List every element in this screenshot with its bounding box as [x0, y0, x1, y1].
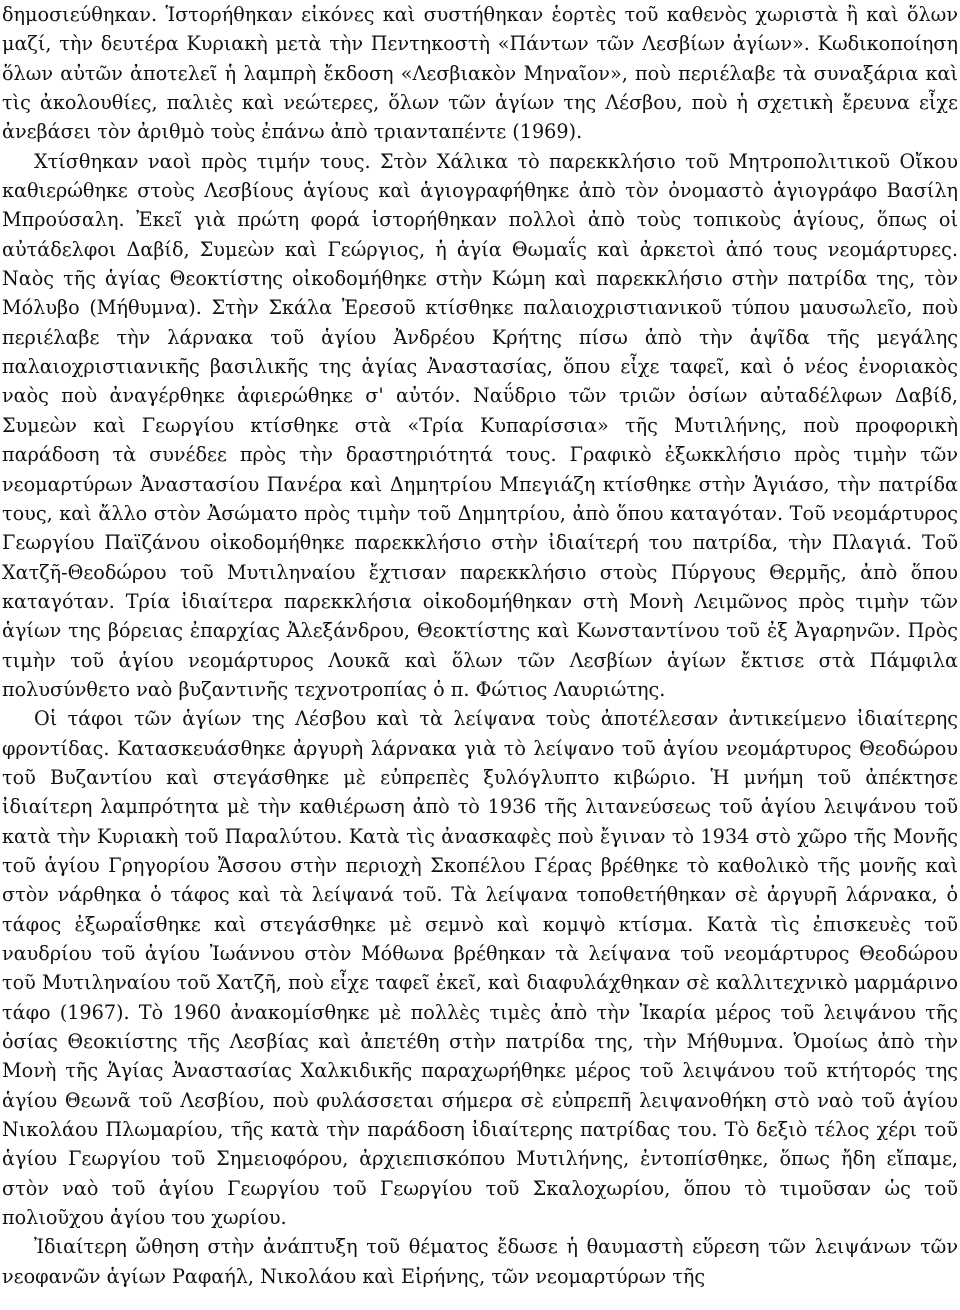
paragraph-discovery: Ἰδιαίτερη ὤθηση στὴν ἀνάπτυξη τοῦ θέματος ἔδωσε ἡ θαυμαστὴ εὕρεση τῶν λειψάνων τῶν νεοφανῶν ἁγίων Ραφαήλ, Νικολάου καὶ Εἰρήνης, τῶν νεομαρτύρων τῆς	[2, 1235, 958, 1288]
document-body	[2, 0, 958, 1291]
paragraph-relics: Οἱ τάφοι τῶν ἁγίων της Λέσβου καὶ τὰ λείψανα τοὺς ἀποτέλεσαν ἀντικείμενο ἰδιαίτερης φροντίδας. Κατασκευάσθηκε ἀργυρὴ λάρνακα γιὰ τὸ λείψανο τοῦ ἁγίου νεομάρτυρος Θεοδώρου τοῦ Βυζαντίου καὶ στεγάσθηκε μὲ εὐπρεπὲς ξυλόγλυπτο κιβώριο. Ἡ μνήμη τοῦ ἀπέκτησε ἰδιαίτερη λαμπρότητα μὲ τὴν καθιέρωση ἀπὸ τὸ 1936 τῆς λιτανεύσεως τοῦ ἁγίου λειψάνου τοῦ κατὰ τὴν Κυριακὴ τοῦ Παραλύτου. Κατὰ τὶς ἀνασκαφὲς ποὺ ἔγιναν τὸ 1934 στὸ χῶρο τῆς Μονῆς τοῦ ἁγίου Γρηγορίου Ἄσσου στὴν περιοχὴ Σκοπέλου Γέρας βρέθηκε τὸ καθολικὸ τῆς μονῆς καὶ στὸν νάρθηκα ὁ τάφος καὶ τὰ λείψανά τοῦ. Τὰ λείψανα τοποθετήθηκαν σὲ ἀργυρῆ λάρνακα, ὁ τάφος ἐξωραΐσθηκε καὶ στεγάσθηκε μὲ σεμνὸ καὶ κομψὸ κτίσμα. Κατὰ τὶς ἐπισκευὲς τοῦ ναυδρίου τοῦ ἁγίου Ἰωάννου στὸν Μόθωνα βρέθηκαν τὰ λείψανα τοῦ νεομάρτυρος Θεοδώρου τοῦ Μυτιληναίου τοῦ Χατζῆ, ποὺ εἶχε ταφεῖ ἐκεῖ, καὶ διαφυλάχθηκαν σὲ καλλιτεχνικὸ μαρμάρινο τάφο (1967). Τὸ 1960 ἀνακομίσθηκε μὲ πολλὲς τιμὲς ἀπὸ τὴν Ἰκαρία μέρος τοῦ λειψάνου τῆς ὁσίας Θεοκιίστης τῆς Λεσβίας καὶ ἀπετέθη στὴν πατρίδα της, τὴν Μήθυμνα. Ὁμοίως ἀπὸ τὴν Μονὴ τῆς Ἁγίας Ἀναστασίας Χαλκιδικῆς παραχωρήθηκε μέρος τοῦ λειψάνου τοῦ κτήτορός της ἁγίου Θεωνᾶ τοῦ Λεσβίου, ποὺ φυλάσσεται σήμερα σὲ εὐπρεπῆ λειψανοθήκη στὸ ναὸ τοῦ ἁγίου Νικολάου Πλωμαρίου, τῆς κατὰ τὴν παράδοση ἰδιαίτερης πατρίδας του. Τὸ δεξιὸ τέλος χέρι τοῦ ἁγίου Γεωργίου τοῦ Σημειοφόρου, ἀρχιεπισκόπου Μυτιλήνης, ἐντοπίσθηκε, ὅπως ἤδη εἴπαμε, στὸν ναὸ τοῦ ἁγίου Γεωργίου τοῦ Γεωργίου τοῦ Σκαλοχωρίου, ὅπου τὸ τιμοῦσαν ὡς τοῦ πολιοῦχου ἁγίου του χωρίου.	[2, 707, 958, 1230]
paragraph-churches: Χτίσθηκαν ναοὶ πρὸς τιμήν τους. Στὸν Χάλικα τὸ παρεκκλήσιο τοῦ Μητροπολιτικοῦ Οἴκου καθιερώθηκε στοὺς Λεσβίους ἁγίους καὶ ἁγιογραφήθηκε ἀπὸ τὸν ὀνομαστὸ ἁγιογράφο Βασίλη Μπρούσαλη. Ἐκεῖ γιὰ πρώτη φορά ἱστορήθηκαν πολλοὶ ἀπὸ τοὺς τοπικοὺς ἁγίους, ὅπως οἱ αὐτάδελφοι Δαβίδ, Συμεὼν καὶ Γεώργιος, ἡ ἁγία Θωμαΐς καὶ ἀρκετοὶ ἀπό τους νεομάρτυρες. Ναὸς τῆς ἁγίας Θεοκτίστης οἰκοδομήθηκε στὴν Κώμη καὶ παρεκκλήσιο στὴν πατρίδα της, τὸν Μόλυβο (Μήθυμνα). Στὴν Σκάλα Ἐρεσοῦ κτίσθηκε παλαιοχριστιανικοῦ τύπου μαυσωλεῖο, ποὺ περιέλαβε τὴν λάρνακα τοῦ ἁγίου Ἀνδρέου Κρήτης πίσω ἀπὸ τὴν ἁψῖδα τῆς μεγάλης παλαιοχριστιανικῆς βασιλικῆς της ἁγίας Ἀναστασίας, ὅπου εἶχε ταφεῖ, καὶ ὁ νέος ἐνοριακὸς ναὸς ποὺ ἀναγέρθηκε ἀφιερώθηκε σ' αὐτόν. Ναΰδριο τῶν τριῶν ὁσίων αὐταδέλφων Δαβίδ, Συμεὼν καὶ Γεωργίου κτίσθηκε στὰ «Τρία Κυπαρίσσια» τῆς Μυτιλήνης, ποὺ προφορικὴ παράδοση τὰ συνέδεε πρὸς τὴν δραστηριότητά τους. Γραφικὸ ἐξωκκλήσιο πρὸς τιμὴν τῶν νεομαρτύρων Ἀναστασίου Πανέρα καὶ Δημητρίου Μπεγιάζη κτίσθηκε στὴν Ἁγιάσο, τὴν πατρίδα τους, καὶ ἄλλο στὸν Ἀσώματο πρὸς τιμὴν τοῦ Δημητρίου, ἀπὸ ὅπου καταγόταν. Τοῦ νεομάρτυρος Γεωργίου Παϊζάνου οἰκοδομήθηκε παρεκκλήσιο στὴν ἰδιαίτερή του πατρίδα, τὴν Πλαγιά. Τοῦ Χατζῆ-Θεοδώρου τοῦ Μυτιληναίου ἔχτισαν παρεκκλήσιο στοὺς Πύργους Θερμῆς, ἀπὸ ὅπου καταγόταν. Τρία ἰδιαίτερα παρεκκλήσια οἰκοδομήθηκαν στὴ Μονὴ Λειμῶνος πρὸς τιμὴν τῶν ἁγίων της βόρειας ἐπαρχίας Ἀλεξάνδρου, Θεοκτίστης καὶ Κωνσταντίνου τοῦ ἐξ Ἀγαρηνῶν. Πρὸς τιμὴν τοῦ ἁγίου νεομάρτυρος Λουκᾶ καὶ ὅλων τῶν Λεσβίων ἁγίων ἔκτισε στὰ Πάμφιλα πολυσύνθετο ναὸ βυζαντινῆς τεχνοτροπίας ὁ π. Φώτιος Λαυριώτης.	[2, 149, 958, 701]
paragraph-continuation: δημοσιεύθηκαν. Ἱστορήθηκαν εἰκόνες καὶ συστήθηκαν ἑορτὲς τοῦ καθενὸς χωριστὰ ἢ καὶ ὅλων μαζί, τὴν δευτέρα Κυριακὴ μετὰ τὴν Πεντηκοστὴ «Πάντων τῶν Λεσβίων ἁγίων». Κωδικοποίηση ὅλων αὐτῶν ἀποτελεῖ ἡ λαμπρὴ ἔκδοση «Λεσβιακὸν Μηναῖον», ποὺ περιέλαβε τὰ συναξάρια καὶ τὶς ἀκολουθίες, παλιὲς καὶ νεώτερες, ὅλων τῶν ἁγίων της Λέσβου, ποὺ ἡ σχετικὴ ἔρευνα εἶχε ἀνεβάσει τὸν ἀριθμὸ τοὺς ἐπάνω ἀπὸ τριανταπέντε (1969).	[2, 3, 958, 144]
